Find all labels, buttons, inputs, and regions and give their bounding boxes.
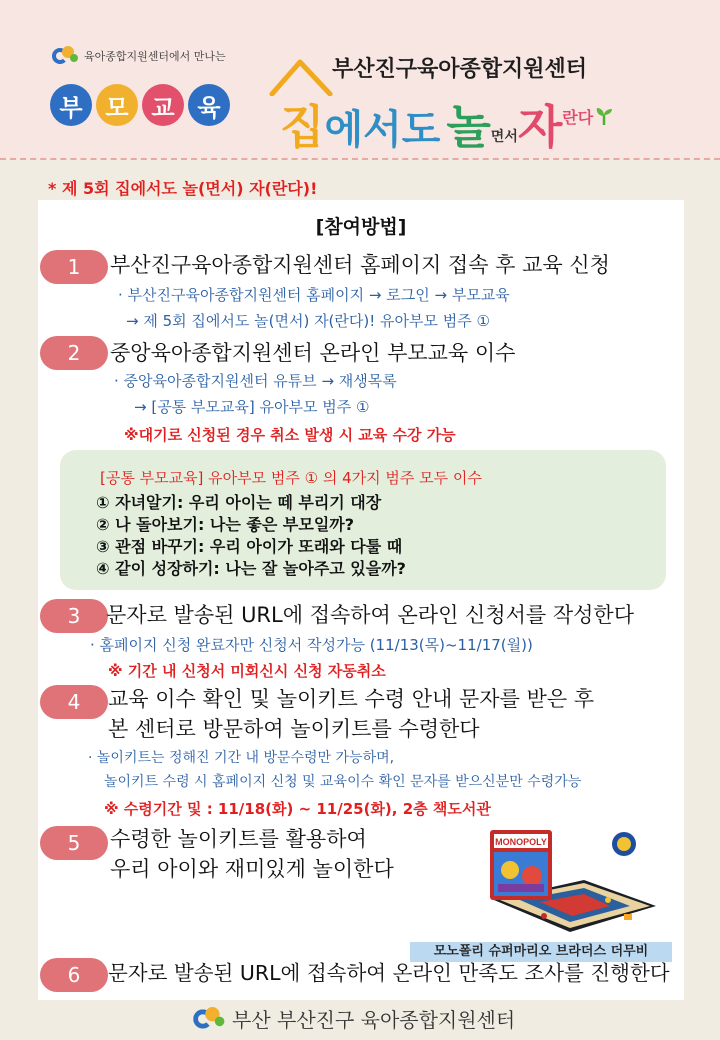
step-2-sub-line: → [공통 부모교육] 유아부모 범주 ①: [134, 398, 370, 416]
monopoly-logo-text: MONOPOLY: [495, 837, 547, 847]
program-title-part: 집: [280, 100, 325, 154]
note-item: ④ 같이 성장하기: 나는 잘 놀아주고 있을까?: [96, 559, 406, 578]
note-item: ② 나 돌아보기: 나는 좋은 부모일까?: [96, 515, 355, 534]
note-item: ① 자녀알기: 우리 아이는 떼 부리기 대장: [96, 493, 382, 512]
step-number-3: 3: [40, 599, 108, 633]
step-2-sub-line: · 중앙육아종합지원센터 유튜브 → 재생목록: [114, 372, 397, 390]
game-caption: 모노폴리 슈퍼마리오 브라더스 더무비: [410, 942, 672, 962]
step-4-sub-line: 놀이키트 수령 시 홈페이지 신청 및 교육이수 확인 문자를 받으신분만 수령가능: [104, 774, 582, 790]
step-number-1: 1: [40, 250, 108, 284]
brand-small: [52, 44, 226, 68]
step-5-text-line: 우리 아이와 재미있게 놀이한다: [110, 857, 394, 881]
step-number-2: 2: [40, 336, 108, 370]
course-note-box: [60, 450, 666, 590]
brand-block: 육: [188, 84, 230, 126]
step-5-text-line: 수령한 놀이키트를 활용하여: [110, 827, 367, 851]
center-logo-icon: [52, 44, 80, 68]
step-1-sub-line: · 부산진구육아종합지원센터 홈페이지 → 로그인 → 부모교육: [118, 286, 510, 304]
footer: [196, 1004, 515, 1033]
step-4-text-line: 본 센터로 방문하여 놀이키트를 수령한다: [108, 717, 480, 741]
step-6-text: 문자로 발송된 URL에 접속하여 온라인 만족도 조사를 진행한다: [108, 961, 670, 985]
step-4-text-line: 교육 이수 확인 및 놀이키트 수령 안내 문자를 받은 후: [108, 687, 595, 711]
program-title: [280, 88, 613, 154]
header-divider: [0, 158, 720, 160]
brand-block: 부: [50, 84, 92, 126]
program-title-part: 면서: [490, 129, 518, 145]
step-number-6: 6: [40, 958, 108, 992]
sprout-icon: [595, 106, 613, 126]
step-1-sub-line: → 제 5회 집에서도 놀(면서) 자(란다)! 유아부모 범주 ①: [126, 312, 490, 330]
footer-center-name: 부산 부산진구 육아종합지원센터: [232, 1008, 516, 1032]
step-3-text: 문자로 발송된 URL에 접속하여 온라인 신청서를 작성한다: [106, 603, 635, 627]
method-title: [참여방법]: [315, 216, 407, 238]
brand-block: 모: [96, 84, 138, 126]
brand-block: 교: [142, 84, 184, 126]
step-3-warning: ※ 기간 내 신청서 미회신시 신청 자동취소: [108, 662, 386, 680]
step-number-5: 5: [40, 826, 108, 860]
program-title-part: 에서도: [324, 107, 441, 153]
step-4-sub-line: · 놀이키트는 정해진 기간 내 방문수령만 가능하며,: [88, 750, 395, 766]
step-3-sub-line: · 홈페이지 신청 완료자만 신청서 작성가능 (11/13(목)~11/17(월)): [90, 636, 533, 654]
round-title: * 제 5회 집에서도 놀(면서) 자(란다)!: [48, 179, 318, 198]
program-title-part: 자: [517, 100, 563, 154]
footer-logo-icon: [193, 1004, 227, 1033]
parent-education-logo: [50, 84, 230, 126]
brand-tagline: 육아종합지원센터에서 만나는: [84, 50, 226, 63]
step-4-warning: ※ 수령기간 및 : 11/18(화) ~ 11/25(화), 2층 책도서관: [104, 800, 491, 818]
program-title-part: 놀: [446, 100, 491, 154]
step-number-4: 4: [40, 685, 108, 719]
monopoly-game-image: [484, 826, 660, 936]
program-title-part: 란다: [562, 108, 594, 127]
step-2-warning: ※대기로 신청된 경우 취소 발생 시 교육 수강 가능: [124, 426, 456, 444]
header-banner: [0, 0, 720, 158]
step-2-text: 중앙육아종합지원센터 온라인 부모교육 이수: [110, 341, 516, 365]
note-item: ③ 관점 바꾸기: 우리 아이가 또래와 다툴 때: [96, 537, 403, 556]
note-title: [공통 부모교육] 유아부모 범주 ① 의 4가지 범주 모두 이수: [100, 469, 482, 487]
participation-card: [38, 200, 684, 1000]
step-1-text: 부산진구육아종합지원센터 홈페이지 접속 후 교육 신청: [110, 253, 610, 277]
center-name: 부산진구육아종합지원센터: [332, 57, 588, 82]
